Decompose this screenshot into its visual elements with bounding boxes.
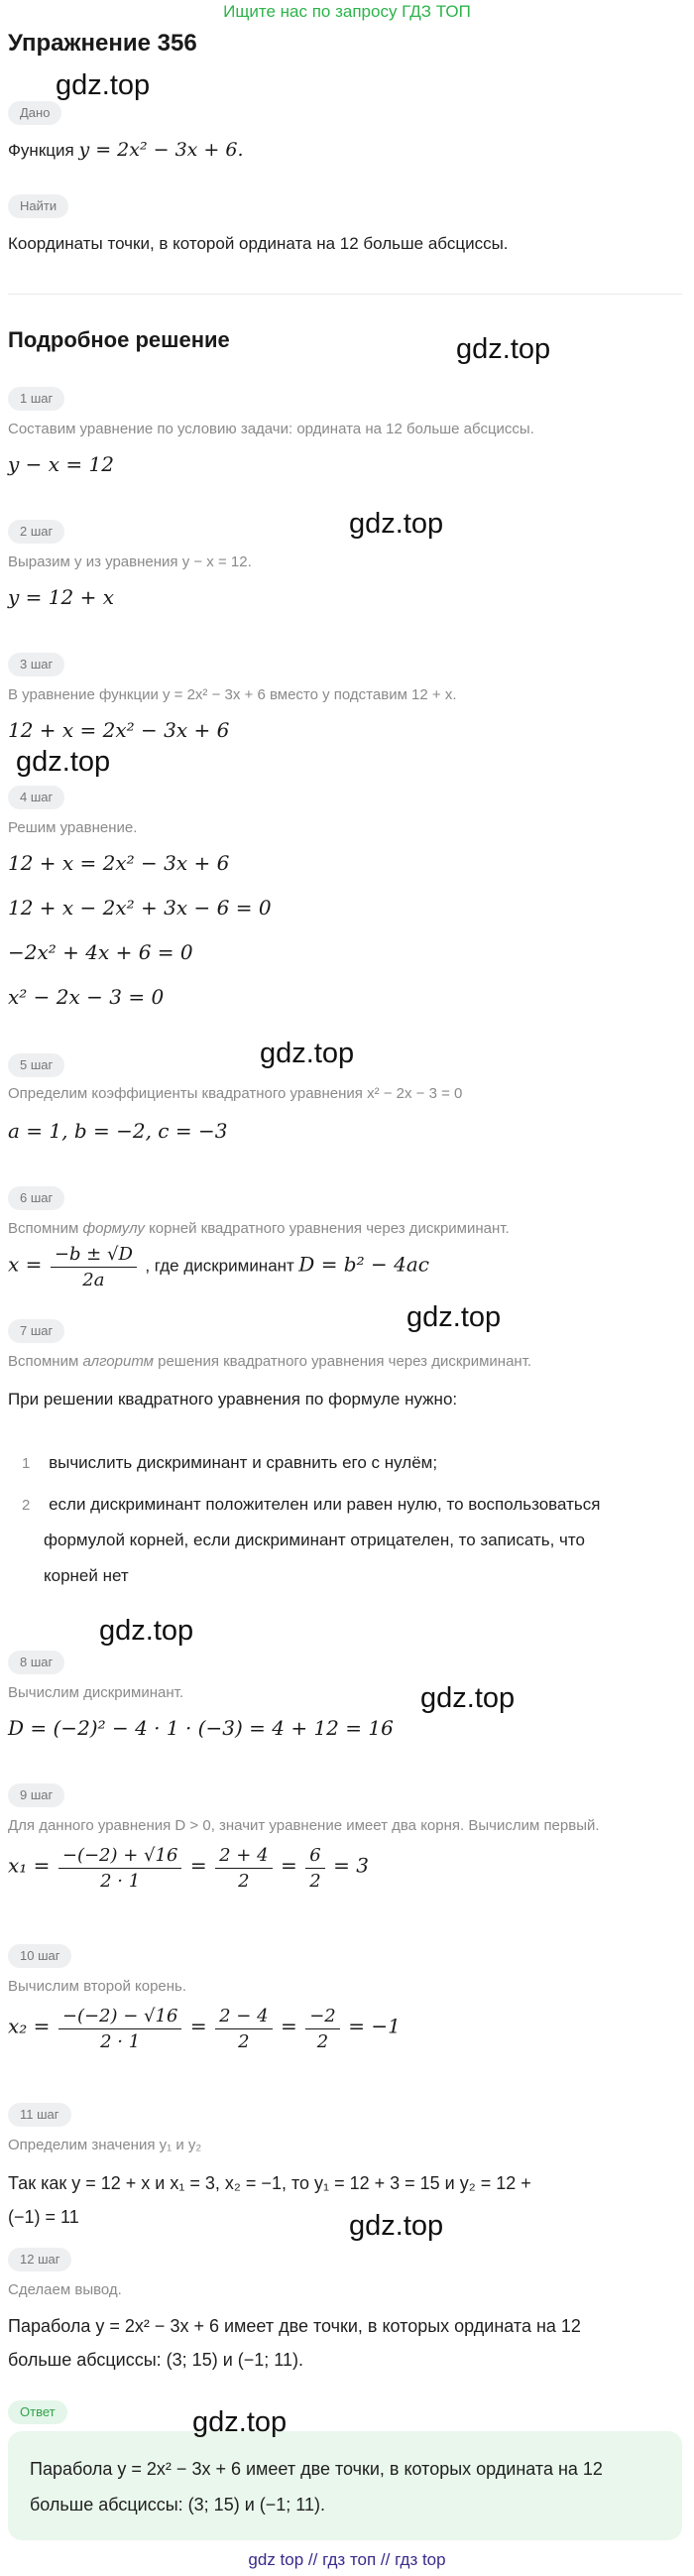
find-text: Координаты точки, в которой ордината на 12 больше абсциссы. [8,234,509,253]
step-text: больше абсциссы: (3; 15) и (−1; 11). [8,2350,303,2370]
given-pill-label: Дано [8,101,61,125]
fraction-numerator: 6 [305,1845,324,1869]
step-formula: 12 + x = 2x² − 3x + 6 [8,851,230,875]
fraction-numerator: 2 − 4 [215,2006,272,2029]
watermark: gdz.top [99,1615,194,1647]
step-formula: −2x² + 4x + 6 = 0 [8,940,193,964]
step-pill [8,1783,64,1807]
step-pill [8,653,64,676]
given-pill [8,101,61,125]
step-label: 10 шаг [8,1944,71,1968]
formula-fraction [305,2006,340,2052]
formula-result: = −1 [348,2014,401,2038]
step-description: Решим уравнение. [8,819,138,836]
step-formula: D = (−2)² − 4 · 1 · (−3) = 4 + 12 = 16 [8,1716,394,1740]
list-item-text: если дискриминант положителен или равен нулю, то воспользоваться [49,1495,601,1514]
step-pill [8,2248,71,2271]
step-label: 11 шаг [8,2103,71,2127]
watermark: gdz.top [406,1301,502,1333]
step-description: Для данного уравнения D > 0, значит уравнение имеет два корня. Вычислим первый. [8,1817,600,1834]
step-pill [8,387,64,411]
step-label: 9 шаг [8,1783,64,1807]
step-pill [8,1651,64,1674]
step-label: 2 шаг [8,520,64,544]
algorithm-lead: При решении квадратного уравнения по формуле нужно: [8,1390,458,1409]
step-description-start: Вспомним [8,1353,79,1370]
step-description: Сделаем вывод. [8,2281,122,2298]
fraction-denominator: 2 [238,1871,250,1892]
formula-lhs: x₁ = [8,1853,51,1878]
watermark: gdz.top [260,1038,355,1069]
formula-middle: , где дискриминант [145,1256,294,1276]
step-formula: 12 + x = 2x² − 3x + 6 [8,718,230,742]
step-label: 7 шаг [8,1319,64,1343]
step-pill [8,786,64,809]
root-formula [8,1845,369,1892]
fraction-denominator: 2a [82,1270,105,1290]
formula-link[interactable]: формулу [82,1220,145,1237]
footer-links[interactable]: gdz top // гдз топ // гдз top [248,2550,446,2569]
find-pill [8,194,68,218]
step-pill [8,2103,71,2127]
step-description-start: Вспомним [8,1220,79,1237]
discriminant-formula: D = b² − 4ac [298,1252,429,1277]
step-label: 8 шаг [8,1651,64,1674]
formula-fraction [58,2006,182,2052]
answer-text: Парабола y = 2x² − 3x + 6 имеет две точки, в которых ордината на 12 [30,2459,603,2479]
step-description [8,1218,510,1240]
given-formula: y = 2x² − 3x + 6. [78,139,244,161]
watermark: gdz.top [456,333,551,365]
list-item [22,1492,600,1519]
solution-title: Подробное решение [8,327,230,352]
formula-fraction [215,2006,272,2052]
list-item-text: вычислить дискриминант и сравнить его с нулём; [49,1453,438,1472]
root-formula [8,2006,401,2052]
step-formula: 12 + x − 2x² + 3x − 6 = 0 [8,896,272,920]
step-label: 1 шаг [8,387,64,411]
list-item-number: 1 [22,1455,31,1472]
fraction-denominator: 2 [238,2031,250,2052]
page-title: Упражнение 356 [8,30,197,57]
fraction-numerator: −(−2) + √16 [58,1845,182,1869]
fraction-numerator: 2 + 4 [215,1845,272,1869]
formula-result: = 3 [333,1853,369,1878]
step-description: Вычислим второй корень. [8,1978,187,1995]
watermark: gdz.top [349,508,444,540]
list-item-text: формулой корней, если дискриминант отрицателен, то записать, что [44,1531,585,1549]
answer-text: больше абсциссы: (3; 15) и (−1; 11). [30,2495,325,2515]
watermark: gdz.top [16,746,111,778]
step-label: 5 шаг [8,1053,64,1077]
divider [8,294,682,295]
fraction-denominator: 2 [316,2031,329,2052]
step-label: 3 шаг [8,653,64,676]
step-text: (−1) = 11 [8,2207,79,2227]
step-text: Парабола y = 2x² − 3x + 6 имеет две точки, в которых ордината на 12 [8,2316,581,2336]
find-pill-label: Найти [8,194,68,218]
given-text [8,137,244,164]
answer-box [8,2431,682,2540]
list-item-number: 2 [22,1497,31,1514]
step-pill [8,1944,71,1968]
step-formula: x² − 2x − 3 = 0 [8,985,165,1009]
formula-lhs: x = [8,1252,43,1277]
step-description: Определим коэффициенты квадратного уравнения x² − 2x − 3 = 0 [8,1085,463,1102]
step-pill [8,1186,64,1210]
step-label: 6 шаг [8,1186,64,1210]
step-text: Так как y = 12 + x и x₁ = 3, x₂ = −1, то y₁ = 12 + 3 = 15 и y₂ = 12 + [8,2173,531,2193]
step-description: В уравнение функции y = 2x² − 3x + 6 вместо y подставим 12 + x. [8,686,457,703]
formula-fraction [215,1845,272,1892]
fraction-denominator: 2 · 1 [100,1871,141,1892]
answer-pill [8,2400,67,2424]
step-formula: y − x = 12 [8,452,114,476]
list-item [22,1450,437,1477]
formula-fraction [58,1845,182,1892]
formula-fraction [51,1244,137,1290]
fraction-denominator: 2 [309,1871,321,1892]
step-formula: a = 1, b = −2, c = −3 [8,1119,228,1143]
step-description: Составим уравнение по условию задачи: ордината на 12 больше абсциссы. [8,421,534,437]
answer-pill-label: Ответ [8,2400,67,2424]
watermark: gdz.top [56,69,151,101]
step-description-end: решения квадратного уравнения через дискриминант. [158,1353,532,1370]
fraction-denominator: 2 · 1 [100,2031,141,2052]
fraction-numerator: −2 [305,2006,340,2029]
search-banner[interactable]: Ищите нас по запросу ГДЗ ТОП [223,2,471,21]
equals-sign: = [189,1853,207,1878]
given-label: Функция [8,141,74,160]
step-label: 4 шаг [8,786,64,809]
step-description [8,1351,531,1373]
step-description: Вычислим дискриминант. [8,1684,183,1701]
quadratic-formula [8,1244,429,1290]
watermark: gdz.top [420,1682,516,1714]
equals-sign: = [281,2014,297,2038]
step-description: Выразим y из уравнения y − x = 12. [8,553,252,570]
step-pill [8,1319,64,1343]
list-item-text: корней нет [44,1566,129,1585]
step-formula: y = 12 + x [8,585,114,609]
equals-sign: = [189,2014,207,2038]
algorithm-link[interactable]: алгоритм [82,1353,154,1370]
equals-sign: = [281,1853,297,1878]
formula-fraction [305,1845,324,1892]
fraction-numerator: −(−2) − √16 [58,2006,182,2029]
watermark: gdz.top [349,2210,444,2242]
step-pill [8,1053,64,1077]
step-description: Определим значения y₁ и y₂ [8,2137,202,2153]
fraction-numerator: −b ± √D [51,1244,137,1268]
step-description-end: корней квадратного уравнения через дискриминант. [149,1220,510,1237]
step-label: 12 шаг [8,2248,71,2271]
step-pill [8,520,64,544]
formula-lhs: x₂ = [8,2014,51,2038]
watermark: gdz.top [192,2406,288,2438]
